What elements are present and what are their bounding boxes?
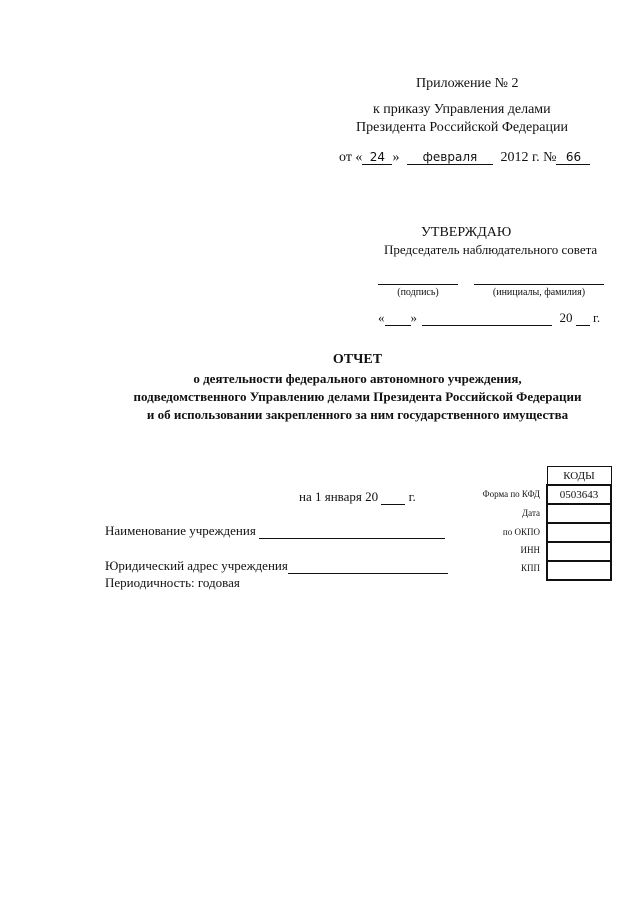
report-subtitle-3: и об использовании закрепленного за ним государственного имущества: [146, 407, 569, 422]
periodicity: Периодичность: годовая: [105, 575, 240, 590]
code-label-kfd: Форма по КФД: [482, 489, 540, 499]
date-prefix: от «: [339, 150, 363, 165]
signature-caption: (подпись): [397, 287, 439, 298]
code-label-okpo: по ОКПО: [502, 527, 540, 537]
codes-table: [546, 466, 612, 581]
as-of-prefix: на 1 января 20: [299, 489, 379, 504]
legal-address-label: Юридический адрес учреждения: [105, 558, 288, 573]
date-month: февраля: [407, 151, 493, 165]
approval-date-open: «: [378, 310, 385, 325]
code-label-kpp: КПП: [520, 563, 540, 573]
report-title: ОТЧЕТ: [332, 352, 383, 367]
approval-position: Председатель наблюдательного совета: [384, 242, 598, 257]
name-caption: (инициалы, фамилия): [492, 287, 586, 298]
report-subtitle-1: о деятельности федерального автономного учреждения,: [193, 371, 522, 386]
code-label-date: Дата: [522, 508, 540, 518]
as-of-suffix: г.: [408, 489, 416, 504]
name-line: [474, 284, 604, 285]
codes-header: КОДЫ: [547, 467, 611, 486]
report-subtitle-2: подведомственного Управлению делами Президента Российской Федерации: [133, 389, 582, 404]
approval-date-close: »: [410, 310, 417, 325]
code-label-inn: ИНН: [520, 545, 540, 555]
signature-line: [378, 284, 458, 285]
date-year: 2012 г. №: [500, 150, 557, 165]
institution-name-field: [105, 523, 445, 539]
date-day: 24: [362, 151, 392, 165]
appendix-order-line2: Президента Российской Федерации: [356, 120, 568, 135]
code-value-date: [547, 504, 611, 523]
appendix-title: Приложение № 2: [416, 76, 519, 91]
legal-address-field: [105, 558, 448, 574]
approval-year-prefix: 20: [559, 310, 573, 325]
code-value-okpo: [547, 523, 611, 542]
code-value-kpp: [547, 561, 611, 580]
appendix-order-line1: к приказу Управления делами: [373, 102, 551, 117]
institution-name-label: Наименование учреждения: [105, 523, 256, 538]
approval-date-line: [378, 310, 600, 326]
code-value-kfd: 0503643: [547, 485, 611, 504]
date-day-close: »: [392, 150, 400, 165]
appendix-date-line: [339, 150, 590, 166]
as-of-date: [299, 489, 416, 505]
approval-title: УТВЕРЖДАЮ: [421, 225, 512, 240]
approval-year-suffix: г.: [593, 310, 601, 325]
order-number: 66: [556, 151, 590, 165]
code-value-inn: [547, 542, 611, 561]
